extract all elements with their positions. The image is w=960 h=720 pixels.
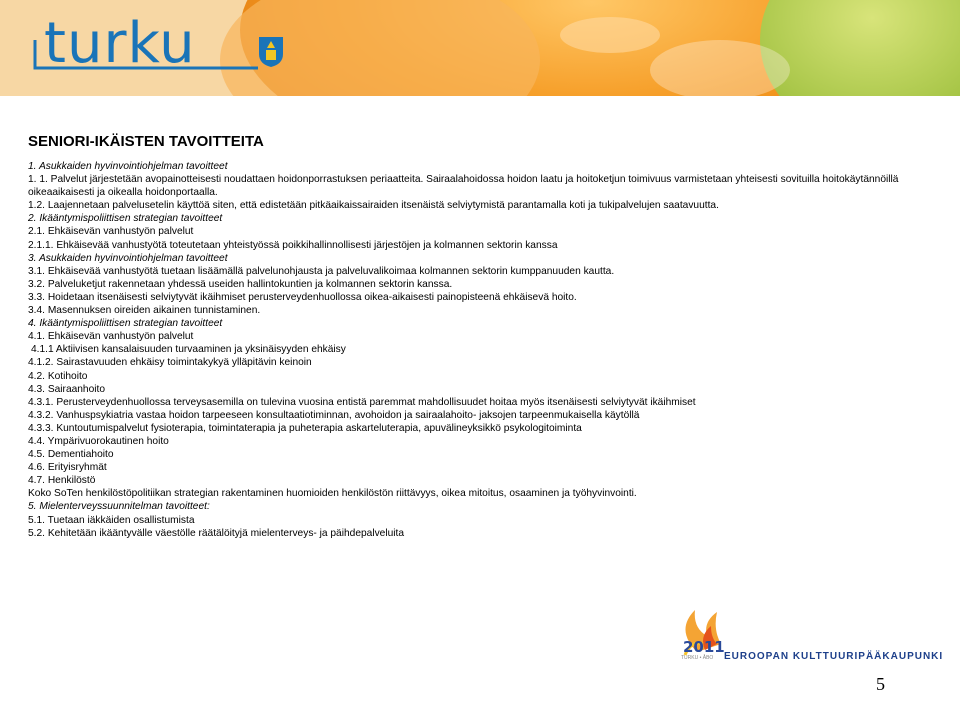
list-item: 4.1.2. Sairastavuuden ehkäisy toimintakykyä ylläpitävin keinoin (28, 357, 312, 369)
list-item: 4.1. Ehkäisevän vanhustyön palvelut (28, 331, 194, 343)
page-number: 5 (876, 674, 885, 694)
page-title: SENIORI-IKÄISTEN TAVOITTEITA (28, 133, 264, 150)
list-item: 2.1. Ehkäisevän vanhustyön palvelut (28, 226, 194, 238)
list-item: 5.2. Kehitetään ikääntyvälle väestölle räätälöityjä mielenterveys- ja päihdepalveluita (28, 527, 405, 539)
list-item: 2.1.1. Ehkäisevää vanhustyötä toteutetaan yhteistyössä poikkihallinnollisesti järjestöjen ja kolmannen sektorin kanssa (28, 239, 558, 251)
list-item: 4.3.2. Vanhuspsykiatria vastaa hoidon tarpeeseen konsultaatiotiminnan, avohoidon ja sairaalahoito- jaksojen tarpeenmukaisella käytöllä (28, 409, 640, 421)
list-item: 1. 1. Palvelut järjestetään avopainotteisesti noudattaen hoidonporrastuksen periaatteita. Sairaalahoidossa hoidon laatu ja hoitoketjun toimivuus varmistetaan yhteisesti sovituilla hoitokäytännöillä oikeaaikaisesti ja oikealla hoidonportaalla. (28, 174, 899, 199)
section-heading: 1. Asukkaiden hyvinvointiohjelman tavoitteet (28, 161, 228, 172)
list-item: 3.3. Hoidetaan itsenäisesti selviytyvät ikäihmiset perusterveydenhuollossa oikea-aikaisesti painopisteenä ehkäisevä hoito. (28, 291, 577, 303)
section-heading: 3. Asukkaiden hyvinvointiohjelman tavoitteet (28, 252, 228, 264)
list-item: 4.1.1 Aktiivisen kansalaisuuden turvaaminen ja yksinäisyyden ehkäisy (31, 344, 346, 356)
list-item: 4.3. Sairaanhoito (28, 383, 106, 395)
list-item: Koko SoTen henkilöstöpolitiikan strategian rakentaminen huomioiden henkilöstön riittävyys, oikea mitoitus, osaaminen ja työhyvinvointi. (28, 488, 637, 500)
logo-caption: EUROOPAN KULTTUURIPÄÄKAUPUNKI (724, 651, 944, 662)
section-heading: 5. Mielenterveyssuunnitelman tavoitteet: (28, 501, 210, 513)
logo-year: 2011 (683, 638, 725, 656)
turku-logo: turku (44, 11, 196, 76)
list-item: 5.1. Tuetaan iäkkäiden osallistumista (28, 514, 195, 526)
list-item: 3.1. Ehkäisevää vanhustyötä tuetaan lisäämällä palvelunohjausta ja palveluvalikoimaa kolmannen sektorin kumppanuuden kautta. (28, 265, 615, 277)
list-item: 4.4. Ympärivuorokautinen hoito (28, 435, 169, 447)
list-item: 1.2. Laajennetaan palvelusetelin käyttöä siten, että edistetään pitkäaikaissairaiden itsenäistä selviytymistä parantamalla koti ja tukipalvelujen saatavuutta. (28, 200, 719, 212)
list-item: 4.6. Erityisryhmät (28, 462, 107, 474)
list-item: 4.3.1. Perusterveydenhuollossa terveysasemilla on tulevina vuosina entistä paremmat mahdollisuudet hoitaa myös itsenäisesti selviytyvät ikäihmiset (28, 396, 696, 408)
list-item: 3.4. Masennuksen oireiden aikainen tunnistaminen. (28, 305, 261, 317)
logo-subtitle: TURKU • ÅBO (681, 655, 714, 661)
list-item: 4.7. Henkilöstö (28, 475, 96, 487)
list-item: 4.5. Dementiahoito (28, 449, 114, 461)
list-item: 3.2. Palveluketjut rakennetaan yhdessä useiden hallintokuntien ja kolmannen sektorin kanssa. (28, 278, 453, 290)
goal-list (28, 160, 938, 540)
header-banner (0, 0, 960, 96)
document-body (28, 132, 938, 540)
list-item: 4.2. Kotihoito (28, 370, 88, 382)
list-item: 4.3.3. Kuntoutumispalvelut fysioterapia, toimintaterapia ja puheterapia askarteluterapia, apuvälineyksikkö psykologitoiminta (28, 422, 582, 434)
section-heading: 2. Ikääntymispoliittisen strategian tavoitteet (28, 213, 223, 225)
coat-of-arms-icon (258, 36, 284, 68)
section-heading: 4. Ikääntymispoliittisen strategian tavoitteet (28, 318, 223, 330)
